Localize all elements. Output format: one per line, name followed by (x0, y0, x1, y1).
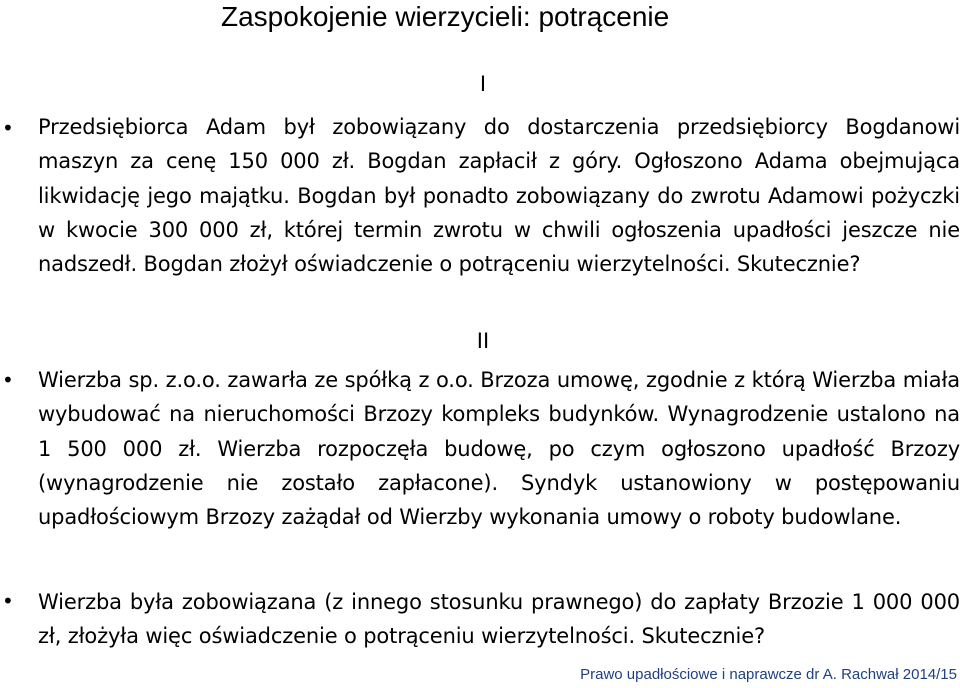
bullet-icon: • (2, 589, 14, 613)
bullet-icon: • (2, 116, 14, 140)
bullet-icon: • (2, 368, 14, 392)
section-label-2: II (476, 329, 490, 353)
case-paragraph-3: Wierzba była zobowiązana (z innego stosunku prawnego) do zapłaty Brzozie 1 000 000 zł, złożyła więc oświadczenie o potrąceniu wierzytelności. Skutecznie? (38, 590, 960, 649)
slide-title: Zaspokojenie wierzycieli: potrącenie (221, 1, 670, 32)
case-paragraph-1: Przedsiębiorca Adam był zobowiązany do dostarczenia przedsiębiorcy Bogdanowi maszyn za cenę 150 000 zł. Bogdan zapłacił z góry. Ogłoszono Adama obejmująca likwidację jego majątku. Bogdan był ponadto zobowiązany do zwrotu Adamowi pożyczki w kwocie 300 000 zł, której termin zwrotu w chwili ogłoszenia upadłości jeszcze nie nadszedł. Bogdan złożył oświadczenie o potrąceniu wierzytelności. Skutecznie? (38, 115, 960, 277)
case-paragraph-2: Wierzba sp. z.o.o. zawarła ze spółką z o.o. Brzoza umowę, zgodnie z którą Wierzba miała wybudować na nieruchomości Brzozy kompleks budynków. Wynagrodzenie ustalono na 1 500 000 zł. Wierzba rozpoczęła budowę, po czym ogłoszono upadłość Brzozy (wynagrodzenie nie zostało zapłacone). Syndyk ustanowiony w postępowaniu upadłościowym Brzozy zażądał od Wierzby wykonania umowy o roboty budowlane. (38, 368, 960, 530)
footer-credit: Prawo upadłościowe i naprawcze dr A. Rachwał 2014/15 (580, 666, 957, 683)
section-label-1: I (479, 72, 487, 96)
